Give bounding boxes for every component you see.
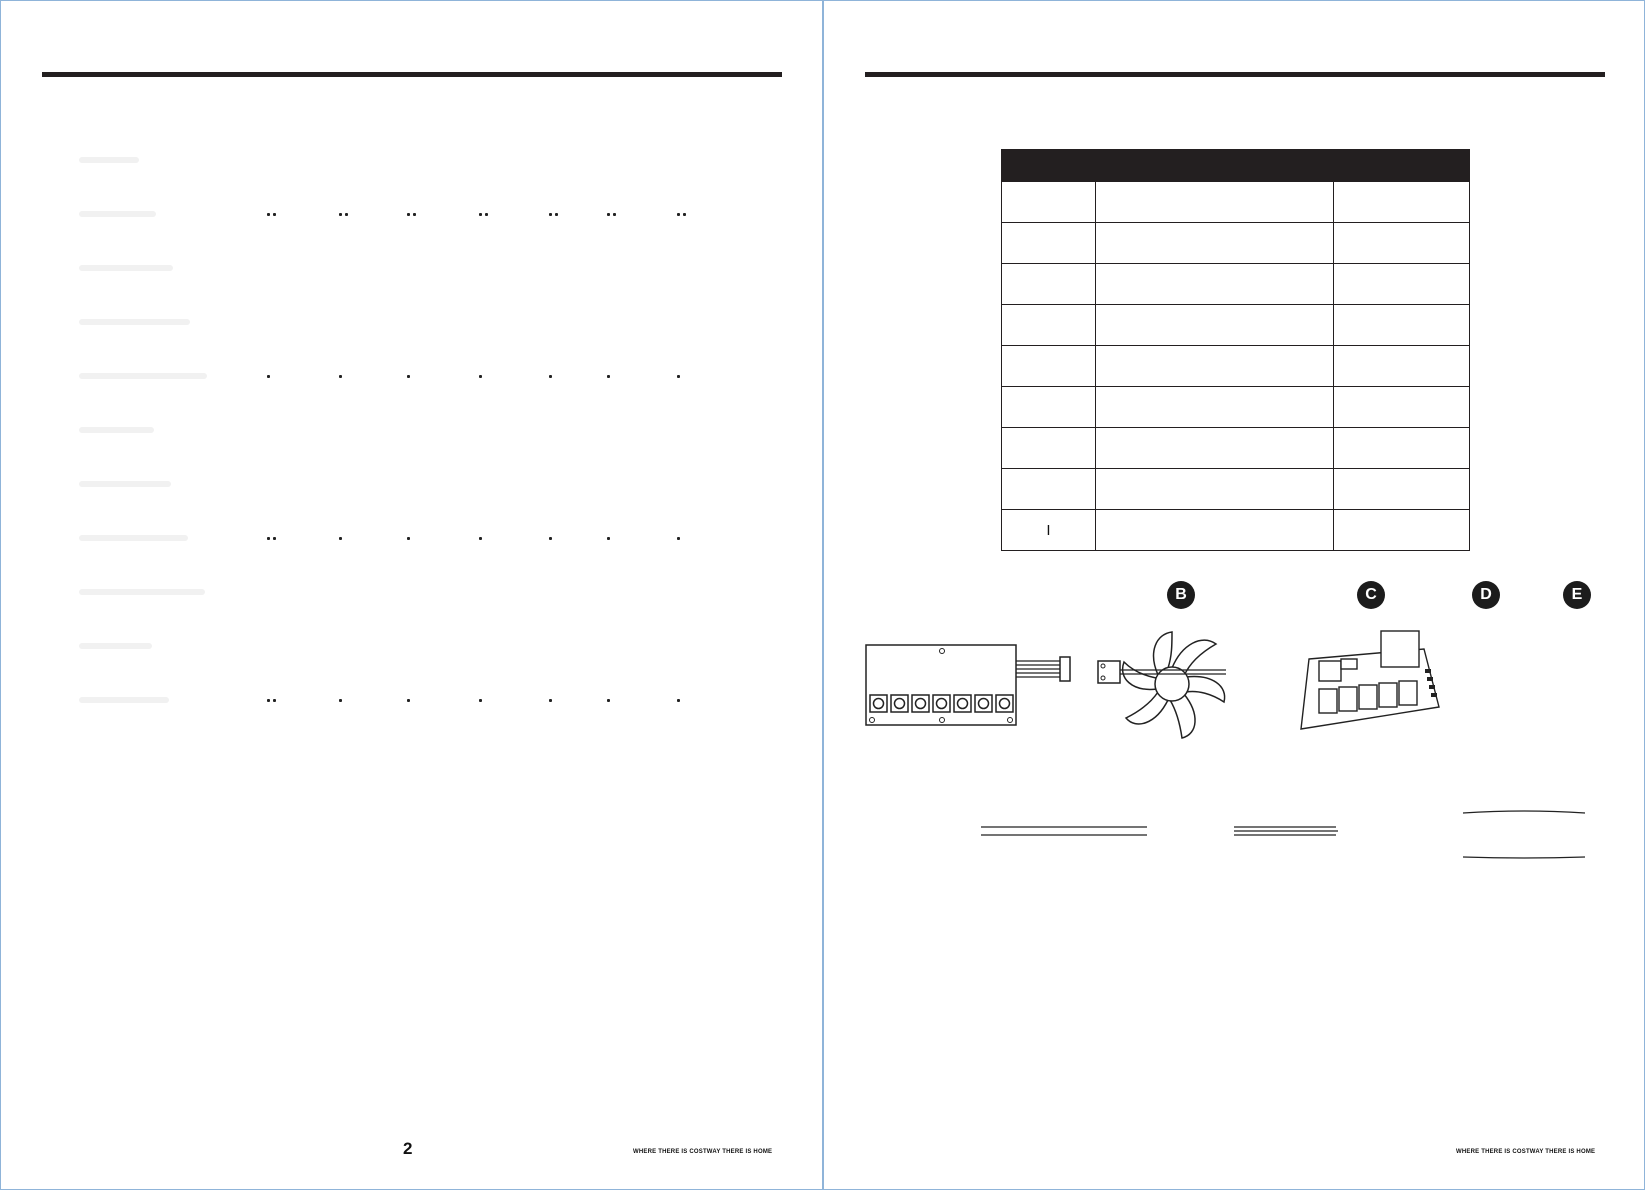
part-label-b: B [1167,581,1195,609]
cell-description [1096,428,1334,469]
toc-leader-dots [249,693,769,707]
leader-dot [407,699,410,702]
circuit-board-illustration [1289,629,1459,739]
parts-table-row [1002,469,1470,510]
leader-dot [607,213,610,216]
leader-dot [549,213,552,216]
leader-dot [407,213,410,216]
toc-row [79,531,749,545]
toc-row [79,423,749,437]
leader-dot [479,375,482,378]
leader-dot [345,213,348,216]
leader-dot [607,375,610,378]
leader-dot [267,375,270,378]
toc-row [79,153,749,167]
cell-description [1096,387,1334,428]
leader-dot [677,537,680,540]
toc-entry-faded [79,535,188,541]
parts-table-row [1002,346,1470,387]
toc-entry-faded [79,265,173,271]
toc-row [79,369,749,383]
control-panel-illustration [864,641,1074,731]
header-rule [42,72,782,77]
toc-row [79,585,749,599]
page-number: 2 [403,1139,413,1158]
leader-dot [407,375,410,378]
toc-entry-faded [79,319,190,325]
leader-dot [555,213,558,216]
leader-dot [273,213,276,216]
footer-slogan: WHERE THERE IS COSTWAY THERE IS HOME [633,1149,773,1155]
leader-dot [479,699,482,702]
leader-dot [677,699,680,702]
leader-dot [407,537,410,540]
parts-table-row [1002,428,1470,469]
cell-part [1002,387,1096,428]
leader-dot [479,537,482,540]
parts-table-header [1002,150,1470,182]
leader-dot [683,213,686,216]
toc-row [79,315,749,329]
leader-dot [267,213,270,216]
leader-dot [485,213,488,216]
part-label-c: C [1357,581,1385,609]
right-page [823,0,1645,1190]
part-label-e: E [1563,581,1591,609]
header-rule [865,72,1605,77]
leader-dot [339,537,342,540]
leader-dot [273,537,276,540]
cell-description [1096,469,1334,510]
cell-quantity [1334,387,1470,428]
parts-table-row [1002,223,1470,264]
cell-quantity [1334,305,1470,346]
left-page [0,0,823,1190]
toc-leader-dots [249,369,769,383]
parts-table-row [1002,182,1470,223]
parts-table-row [1002,264,1470,305]
fan-illustration [1094,626,1234,746]
cell-description [1096,264,1334,305]
leader-dot [273,699,276,702]
leader-dot [413,213,416,216]
part-label-d: D [1472,581,1500,609]
leader-dot [549,375,552,378]
toc-row [79,261,749,275]
cell-part: I [1002,510,1096,551]
leader-dot [479,213,482,216]
footer-slogan: WHERE THERE IS COSTWAY THERE IS HOME [1456,1149,1596,1155]
toc-leader-dots [249,207,769,221]
header-cell-part [1002,150,1096,182]
leader-dot [549,537,552,540]
toc-leader-dots [249,531,769,545]
cell-part [1002,305,1096,346]
leader-dot [607,537,610,540]
toc-entry-faded [79,427,154,433]
toc-row [79,639,749,653]
toc-entry-faded [79,697,169,703]
leader-dot [339,375,342,378]
cell-description [1096,346,1334,387]
cell-description [1096,510,1334,551]
leader-dot [267,537,270,540]
leader-dot [339,699,342,702]
cell-part [1002,428,1096,469]
header-cell-description [1096,150,1334,182]
cell-part [1002,223,1096,264]
parts-table-body [1002,182,1470,551]
toc-entry-faded [79,373,207,379]
cell-quantity [1334,428,1470,469]
cell-part [1002,346,1096,387]
parts-table-row [1002,305,1470,346]
leader-dot [677,213,680,216]
cell-quantity [1334,264,1470,305]
toc-entry-faded [79,589,205,595]
cell-quantity [1334,510,1470,551]
cell-part [1002,469,1096,510]
toc-entry-faded [79,481,171,487]
cell-quantity [1334,469,1470,510]
parts-table-row [1002,387,1470,428]
leader-dot [677,375,680,378]
cell-description [1096,182,1334,223]
toc-entry-faded [79,157,139,163]
cell-quantity [1334,182,1470,223]
leader-dot [339,213,342,216]
panel-part-illustration [1459,809,1589,861]
cell-description [1096,305,1334,346]
leader-dot [613,213,616,216]
leader-dot [607,699,610,702]
cell-description [1096,223,1334,264]
toc-row [79,693,749,707]
parts-table-row [1002,510,1470,551]
cell-quantity [1334,346,1470,387]
header-cell-quantity [1334,150,1470,182]
leader-dot [267,699,270,702]
parts-table [1001,149,1470,551]
leader-dot [549,699,552,702]
toc-row [79,477,749,491]
bar-part-illustration [1232,821,1340,841]
cell-part [1002,182,1096,223]
toc-row [79,207,749,221]
toc-entry-faded [79,211,156,217]
cell-part [1002,264,1096,305]
rod-part-illustration [979,821,1149,841]
toc-entry-faded [79,643,152,649]
cell-quantity [1334,223,1470,264]
